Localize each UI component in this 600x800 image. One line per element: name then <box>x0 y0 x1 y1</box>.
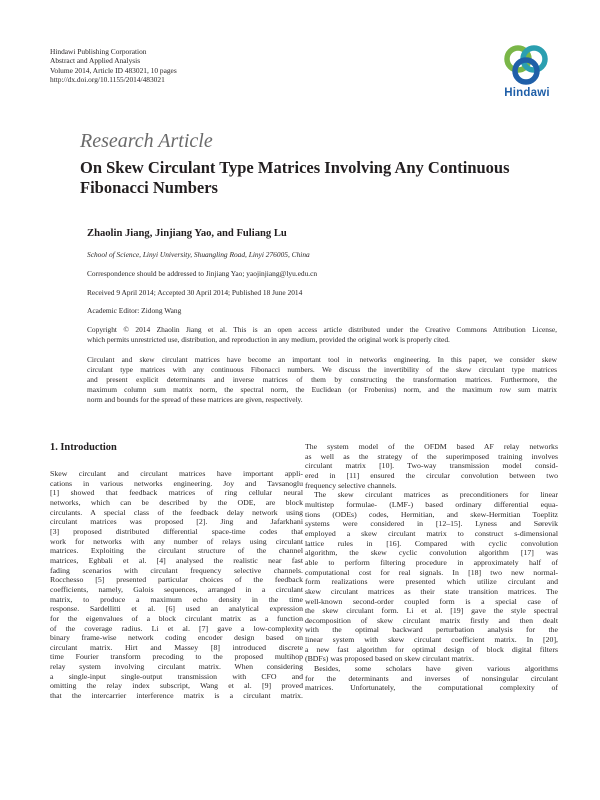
body-line: matrix, to produce a maximum echo density in the time <box>50 594 303 604</box>
body-line: lattice rules in [16]. Compared with cyclic convolution <box>305 538 558 548</box>
logo-text: Hindawi <box>504 87 550 99</box>
doi-link[interactable]: http://dx.doi.org/10.1155/2014/483021 <box>50 74 165 84</box>
body-line: multistep formulae- (LMF-) based ordinary differential equa- <box>305 499 558 509</box>
body-line: the skew circulant form. Li et al. [19] gave the style spectral <box>305 606 558 616</box>
body-line: Rocchesso [5] presented particular choices of the feedback <box>50 575 303 585</box>
body-line: for the eigenvalues of a block circulant matrix as a function <box>50 613 303 623</box>
body-line: coefficients, namely, Galois sequences, arranged in a circulant <box>50 584 303 594</box>
journal-header <box>50 47 177 84</box>
body-line: [1] showed that feedback matrices of ring cellular neural <box>50 488 303 498</box>
body-line: employed a skew circulant matrix to construct s-dimensional <box>305 528 558 538</box>
author-list: Zhaolin Jiang, Jinjiang Yao, and Fuliang Lu <box>87 228 287 239</box>
hindawi-logo-icon <box>501 43 553 87</box>
body-line: Besides, some scholars have given various algorithms <box>314 664 558 674</box>
abstract-line: norm and bounds for the spread of these matrices are given, respectively. <box>87 395 303 404</box>
publisher-line: Hindawi Publishing Corporation <box>50 47 147 56</box>
hindawi-logo <box>497 43 557 105</box>
journal-name: Abstract and Applied Analysis <box>50 56 141 66</box>
body-line: circulants. A special class of the feedback delay network using <box>50 507 303 517</box>
body-line: with the optimal backward perturbation analysis for the <box>305 625 558 635</box>
body-line: a single-input single-output transmission with CFO and <box>50 671 303 681</box>
body-line: tions (ODEs) codes, Hermitian, and skew-Hermitian Toeplitz <box>305 509 558 519</box>
body-line: matrices, Eghbali et al. [4] analysed the realistic near fast <box>50 555 303 565</box>
body-line: well-known second-order coupled form is a special case of <box>305 596 558 606</box>
body-line: form realizations were presented which utilize circulant and <box>305 577 558 587</box>
body-line: matrices. Unfortunately, the computational complexity of <box>305 683 558 693</box>
paper-title <box>80 158 550 198</box>
body-line: algorithm, the skew cyclic convolution algorithm [17] was <box>305 548 558 558</box>
abstract-line: Circulant and skew circulant matrices have become an important tool in networks engineering. In this paper, we consider skew <box>87 355 557 364</box>
right-column <box>305 442 558 693</box>
left-column <box>50 442 303 701</box>
academic-editor: Academic Editor: Zidong Wang <box>87 306 182 315</box>
body-line: a new fast algorithm for optimal design of block digital filters <box>305 644 558 654</box>
body-line: fading scenarios with circulant frequency selective channels. <box>50 565 303 575</box>
body-line: for the determinants and inverses of nonsingular circulant <box>305 673 558 683</box>
body-line: skew circulant matrices as their state transition matrices. The <box>305 586 558 596</box>
body-line: matrices. Exploiting the circulant structure of the channel <box>50 546 303 556</box>
copyright-notice <box>87 325 557 345</box>
abstract <box>87 355 557 405</box>
body-line: frequency selective channels. <box>305 480 397 490</box>
body-line: response. Sardellitti et al. [6] used an analytical expression <box>50 604 303 614</box>
correspondence: Correspondence should be addressed to Jinjiang Yao; yaojinjiang@lyu.edu.cn <box>87 269 318 278</box>
body-line: omitting the relay index subscript, Wang et al. [9] proved <box>50 681 303 691</box>
abstract-line: maximum column sum matrix norm, the spectral norm, the Euclidean (or Frobenius) norm, and the maximum row sum matrix <box>87 385 557 394</box>
body-line: computational cost for real signals. In [18] two new normal- <box>305 567 558 577</box>
body-line: that the intercarrier interference matrix is a circulant matrix. <box>50 691 303 701</box>
body-line: ered in [11] ensured the circular convolution between two <box>305 470 558 480</box>
body-line: networks, which can be described by the ODE, are block <box>50 497 303 507</box>
copyright-line: which permits unrestricted use, distribution, and reproduction in any medium, provided the original work is properly cited. <box>87 335 450 344</box>
body-line: cations in various networks engineering. Joy and Tavsanoglu <box>50 478 303 488</box>
body-line: circulant matrix [10]. Two-way transmission model consid- <box>305 461 558 471</box>
body-line: as well as the strategy of the superimposed training involves <box>305 451 558 461</box>
abstract-line: and present explicit determinants and inverse matrices of them by constructing the transformation matrices. Furthermore, the <box>87 375 557 384</box>
body-line: of the coverage radius. Li et al. [7] gave a low-complexity <box>50 623 303 633</box>
body-line: binary frame-wise network coding encoder design based on <box>50 633 303 643</box>
body-line: able to perform filtering procedure in approximately half of <box>305 557 558 567</box>
title-line: Fibonacci Numbers <box>80 178 218 197</box>
body-line: relay system involving circulant matrix. When considering <box>50 662 303 672</box>
body-line: work for networks with any number of relays using circulant <box>50 536 303 546</box>
body-line: linear system with skew circulant coefficient matrix. In [20], <box>305 635 558 645</box>
publication-dates: Received 9 April 2014; Accepted 30 April 2014; Published 18 June 2014 <box>87 288 303 297</box>
body-line: time Fourier transform precoding to the proposed multihop <box>50 652 303 662</box>
body-line: The skew circulant matrices as preconditioners for linear <box>314 490 558 500</box>
copyright-line: Copyright © 2014 Zhaolin Jiang et al. This is an open access article distributed under the Creative Commons Attribution License, <box>87 325 557 334</box>
body-line: systems were considered in [12–15]. Lyness and Sørevik <box>305 519 558 529</box>
body-line: Skew circulant and circulant matrices have important appli- <box>50 469 303 478</box>
body-line: circulant matrix. Hirt and Massey [8] introduced discrete <box>50 642 303 652</box>
body-line: The system model of the OFDM based AF relay networks <box>305 442 558 451</box>
abstract-line: circulant type matrices with any continuous Fibonacci numbers. We discuss the invertibility of the skew circulant type matrices <box>87 365 557 374</box>
volume-line: Volume 2014, Article ID 483021, 10 pages <box>50 65 177 75</box>
section-heading: 1. Introduction <box>50 442 117 453</box>
body-line: circulant matrices was proposed [2]. Jing and Jafarkhani <box>50 517 303 527</box>
body-line: decomposition of skew circulant matrix firstly and then dealt <box>305 615 558 625</box>
article-type: Research Article <box>80 130 213 152</box>
title-line: On Skew Circulant Type Matrices Involving Any Continuous <box>80 158 510 177</box>
affiliation: School of Science, Linyi University, Shuangling Road, Linyi 276005, China <box>87 250 310 259</box>
body-line: [3] proposed distributed differential space-time codes that <box>50 526 303 536</box>
body-line: (BDFs) was proposed based on skew circulant matrix. <box>305 654 474 664</box>
